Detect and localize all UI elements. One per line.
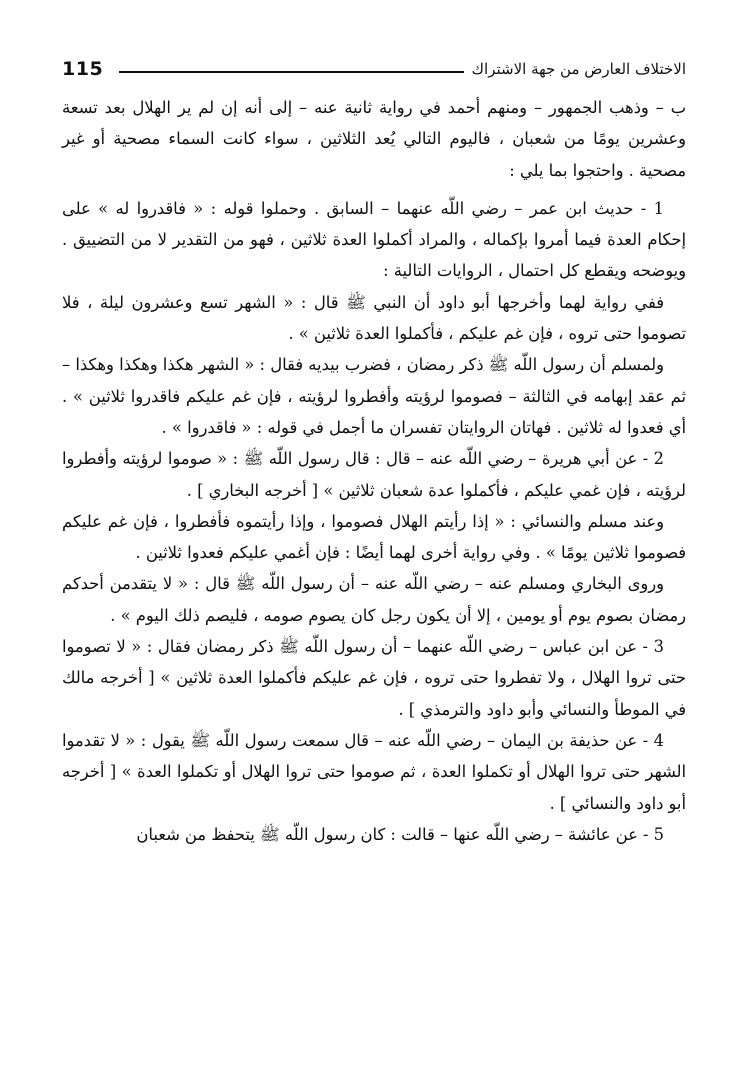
paragraph-point-3: 3 - عن ابن عباس – رضي اللّه عنهما – أن رسول اللّه ﷺ ذكر رمضان فقال : « لا تصوموا حتى تروا الهلال ، ولا تفطروا حتى تروه ، فإن غم عليكم فأكملوا العدة ثلاثين » [ أخرجه مالك في الموطأ والنسائي وأبو داود والترمذي ] . xyxy=(62,637,686,719)
paragraph-point-5: 5 - عن عائشة – رضي اللّه عنها – قالت : كان رسول اللّه ﷺ يتحفظ من شعبان xyxy=(136,824,664,844)
paragraph-muslim-nasai: وعند مسلم والنسائي : « إذا رأيتم الهلال فصوموا ، وإذا رأيتموه فأفطروا ، فإن غم عليكم فصوموا ثلاثين يومًا » . وفي رواية أخرى لهما أيضًا : فإن أغمي عليكم فعدوا ثلاثين . xyxy=(62,511,686,563)
paragraph-majority-view: ب – وذهب الجمهور – ومنهم أحمد في رواية ثانية عنه – إلى أنه إن لم ير الهلال بعد تسعة وعشرين يومًا من شعبان ، فاليوم التالي يُعد الثلاثين ، سواء كانت السماء مصحية أو غير مصحية . واحتجوا بما يلي : xyxy=(62,98,686,180)
paragraph-bukhari-muslim: وروى البخاري ومسلم عنه – رضي اللّه عنه – أن رسول اللّه ﷺ قال : « لا يتقدمن أحدكم رمضان بصوم يوم أو يومين ، إلا أن يكون رجل كان يصوم صومه ، فليصم ذلك اليوم » . xyxy=(62,574,686,625)
paragraph-muslim-narration: ولمسلم أن رسول اللّه ﷺ ذكر رمضان ، فضرب بيديه فقال : « الشهر هكذا وهكذا وهكذا – ثم عقد إبهامه في الثالثة – فصوموا لرؤيته وأفطروا لرؤيته ، فإن غم عليكم فاقدروا ثلاثين » . أي فعدوا له ثلاثين . فهاتان الروايتان تفسران ما أجمل في قوله : « فاقدروا » . xyxy=(62,355,686,437)
paragraph-abu-dawud-narration: ففي رواية لهما وأخرجها أبو داود أن النبي ﷺ قال : « الشهر تسع وعشرون ليلة ، فلا تصوموا حتى تروه ، فإن غم عليكم ، فأكملوا العدة ثلاثين » . xyxy=(62,292,686,344)
book-page xyxy=(62,48,686,1078)
paragraph-point-1: 1 - حديث ابن عمر – رضي اللّه عنهما – السابق . وحملوا قوله : « فاقدروا له » على إحكام العدة فيما أمروا بإكماله ، والمراد أكملوا العدة ثلاثين ، فهو من التقدير لا من التضييق . ويوضحه ويقطع كل احتمال ، الروايات التالية : xyxy=(62,198,686,281)
header-rule xyxy=(119,71,464,73)
paragraph-point-4: 4 - عن حذيفة بن اليمان – رضي اللّه عنه – قال سمعت رسول اللّه ﷺ يقول : « لا تقدموا الشهر حتى تروا الهلال أو تكملوا العدة ، ثم صوموا حتى تروا الهلال أو تكملوا العدة » [ أخرجه أبو داود والنسائي ] . xyxy=(62,730,686,813)
paragraph-point-2: 2 - عن أبي هريرة – رضي اللّه عنه – قال : قال رسول اللّه ﷺ : « صوموا لرؤيته وأفطروا لرؤيته ، فإن غمي عليكم ، فأكملوا عدة شعبان ثلاثين » [ أخرجه البخاري ] . xyxy=(62,449,686,500)
page-number: 115 xyxy=(62,58,104,80)
running-header xyxy=(62,48,686,90)
running-title: الاختلاف العارض من جهة الاشتراك xyxy=(471,60,686,78)
body-text xyxy=(62,92,686,850)
